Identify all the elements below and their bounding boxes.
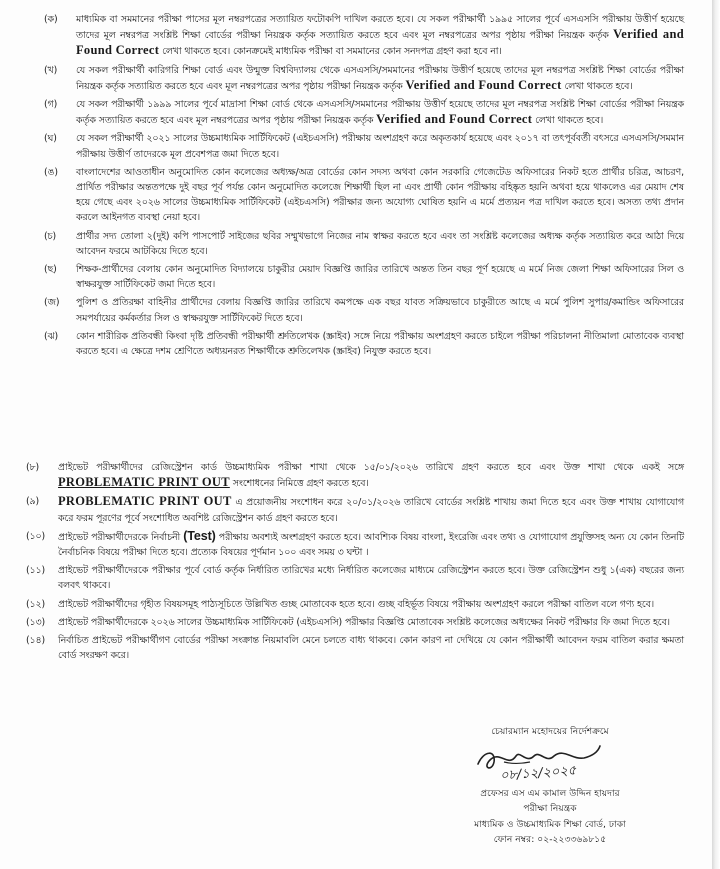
sub-item — [44, 12, 684, 60]
text-segment: প্রাইভেট পরীক্ষার্থীদেরকে ২০২৬ সালের উচ্চমাধ্যমিক সার্টিফিকেট (এইচএসসি) পরীক্ষার বিজ্ঞপ্তি মোতাবেক সংশ্লিষ্ট কলেজের অধ্যক্ষের নিকট পরীক্ষার ফি জমা দিতে হবে। — [58, 616, 670, 628]
emphasized-text: (Test) — [183, 528, 216, 543]
text-segment: যে সকল পরীক্ষার্থী ১৯৯৯ সালের পূর্বে মাদ্রাসা শিক্ষা বোর্ড থেকে এসএসসি/সমমানের পরীক্ষায় উত্তীর্ণ হয়েছে তাদের মূল নম্বরপত্র সংশ্লিষ্ট শিক্ষা বোর্ডের পরীক্ষা নিয়ন্ত্রক কর্তৃক সত্যায়িত করতে হবে এবং মূল নম্বরপত্রের অপর পৃষ্ঠায় পরীক্ষা নিয়ন্ত্রক কর্তৃক — [76, 99, 684, 127]
main-item — [26, 494, 684, 525]
emphasized-text: Verified and Found Correct — [76, 27, 684, 58]
item-text — [76, 262, 684, 292]
main-item — [26, 633, 684, 663]
text-segment: প্রার্থীর সদ্য তোলা ২(দুই) কপি পাসপোর্ট সাইজের ছবির সম্মুখভাগে নিজের নাম স্বাক্ষর করতে হবে এবং তা সংশ্লিষ্ট কলেজের অধ্যক্ষ কর্তৃক সত্যায়িত করে আঠা দিয়ে আবেদন ফরমে আটকিয়ে দিতে হবে। — [76, 230, 684, 257]
item-marker: (ছ) — [44, 264, 57, 276]
item-text — [58, 633, 684, 663]
text-segment: কোন শারীরিক প্রতিবন্ধী কিংবা দৃষ্টি প্রতিবন্ধী পরীক্ষার্থী শ্রুতিলেখক (স্ক্রাইব) সঙ্গে নিয়ে পরীক্ষায় অংশগ্রহণ করতে চাইলে পরীক্ষা পরিচালনা নীতিমালা মোতাবেক ব্যবস্থা করতে হবে। এ ক্ষেত্রে দশম শ্রেণিতে অধ্যয়নরত শিক্ষার্থীকে শ্রুতিলেখক (স্ক্রাইব) নিযুক্ত করতে হবে। — [76, 330, 684, 358]
text-segment: নির্বাচিত প্রাইভেট পরীক্ষার্থীগণ বোর্ডের পরীক্ষা সংক্রান্ত নিয়মাবলি মেনে চলতে বাধ্য থাকবে। কোন কারণ না দেখিয়ে যে কোন পরীক্ষার্থী আবেদন ফরম বাতিল করার ক্ষমতা বোর্ড সংরক্ষণ করে। — [58, 635, 684, 662]
text-segment: সংশোধনের নিমিত্তে গ্রহণ করতে হবে। — [229, 478, 369, 490]
sub-item — [44, 262, 684, 292]
item-text — [76, 63, 684, 94]
emphasized-text: Verified and Found Correct — [376, 112, 533, 127]
item-marker: (১২) — [26, 598, 46, 610]
sub-item — [44, 63, 684, 94]
sub-item — [44, 97, 684, 128]
item-marker: (১০) — [26, 530, 46, 542]
signatory-name: প্রফেসর এস এম কামাল উদ্দিন হায়দার — [480, 787, 620, 799]
main-item — [26, 597, 684, 612]
main-item-list — [26, 460, 684, 666]
organization-name: মাধ্যমিক ও উচ্চমাধ্যমিক শিক্ষা বোর্ড, ঢাকা — [474, 818, 626, 830]
item-text — [58, 563, 684, 593]
text-segment: প্রাইভেট পরীক্ষার্থীদেরকে পরীক্ষার পূর্বে বোর্ড কর্তৃক নির্ধারিত তারিখের মধ্যে নির্ধারিত কলেজের মাধ্যমে রেজিস্ট্রেশন করতে হবে। উক্ত রেজিস্ট্রেশন শুধু ১(এক) বছরের জন্য বলবৎ থাকবে। — [58, 565, 684, 592]
item-text — [76, 229, 684, 259]
item-text — [76, 165, 684, 226]
sub-item — [44, 131, 684, 161]
text-segment: পুলিশ ও প্রতিরক্ষা বাহিনীর প্রার্থীদের বেলায় বিজ্ঞপ্তি জারির তারিখে কমপক্ষে এক বছর যাবত সক্রিয়ভাবে চাকুরীতে আছে এ মর্মে পুলিশ সুপার/কমান্ডিং অফিসারের সমপর্যায়ের কর্মকর্তার সিল ও স্বাক্ষরযুক্ত সার্টিফিকেট দিতে হবে। — [76, 297, 684, 324]
phone-number: ফোন নম্বর: ০২-২২৩৩৬৯৮১৫ — [493, 834, 607, 845]
item-text — [58, 494, 684, 525]
emphasized-text: PROBLEMATIC PRINT OUT — [58, 475, 230, 490]
item-text — [76, 131, 684, 161]
item-marker: (১৩) — [26, 616, 46, 628]
item-marker: (৮) — [26, 462, 40, 473]
text-segment: লেখা থাকতে হবে। — [561, 80, 633, 92]
main-item — [26, 563, 684, 593]
item-text — [58, 615, 684, 630]
text-segment: যে সকল পরীক্ষার্থী ২০২১ সালের উচ্চমাধ্যমিক সার্টিফিকেট (এইচএসসি) পরীক্ষায় অংশগ্রহণ করে অকৃতকার্য হয়েছে এবং ২০১৭ বা তৎপূর্ববর্তী বৎসরে এসএসসি/সমমান পরীক্ষায় উত্তীর্ণ তাদেরকে মূল প্রবেশপত্র জমা দিতে হবে। — [76, 133, 684, 160]
item-marker: (৯) — [26, 496, 40, 508]
item-text — [58, 597, 684, 612]
item-marker: (ঙ) — [44, 166, 58, 178]
item-text — [58, 460, 684, 491]
text-segment: বাংলাদেশের আওতাধীন অনুমোদিত কোন কলেজের অধ্যক্ষ/অত্র বোর্ডের কোন সদস্য অথবা কোন সরকারি গেজেটেড অফিসারের নিকট হতে প্রার্থীর চরিত্র, আচরণ, প্রার্থিত পরীক্ষার অন্ততপক্ষে দুই বছর পূর্ব পর্যন্ত কোন অনুমোদিত কলেজে শিক্ষার্থী ছিল না এবং প্রার্থী কোন পরীক্ষায় বহিষ্কৃত হয়নি অথবা হয়ে থাকলেও এর মেয়াদ শেষ হয়ে গেছে এবং ২০২৬ সালের উচ্চমাধ্যমিক সার্টিফিকেট (এইচএসসি) পরীক্ষার জন্য অযোগ্য ঘোষিত হয়নি এ মর্মে প্রত্যয়ন পত্র দাখিল করতে হবে। অসত্য তথ্য প্রদান করলে আইনগত ব্যবস্থা নেয়া হবে। — [76, 166, 684, 224]
emphasized-text: Verified and Found Correct — [405, 77, 562, 92]
item-marker: (জ) — [44, 297, 60, 309]
text-segment: যে সকল পরীক্ষার্থী কারিগরি শিক্ষা বোর্ড এবং উন্মুক্ত বিশ্ববিদ্যালয় থেকে এসএসসি/সমমানের পরীক্ষায় উত্তীর্ণ হয়েছে তাদের মূল নম্বরপত্র সংশ্লিষ্ট শিক্ষা বোর্ডের পরীক্ষা নিয়ন্ত্রক কর্তৃক সত্যায়িত করতে হবে এবং মূল নম্বরপত্রের অপর পৃষ্ঠায় পরীক্ষা নিয়ন্ত্রক কর্তৃক — [76, 64, 684, 92]
text-segment: প্রাইভেট পরীক্ষার্থীদের রেজিস্ট্রেশন কার্ড উচ্চমাধ্যমিক পরীক্ষা শাখা থেকে ১৫/০১/২০২৬ তারিখে গ্রহণ করতে হবে এবং উক্ত শাখা থেকে একই সঙ্গে — [58, 462, 684, 473]
item-text — [58, 529, 684, 560]
sub-item — [44, 295, 684, 325]
item-marker: (ক) — [44, 14, 58, 25]
handwritten-date: ০৮/১২/২০২৫ — [499, 762, 577, 784]
item-marker: (ঝ) — [44, 330, 59, 342]
sub-item-list — [44, 12, 684, 362]
sub-item — [44, 329, 684, 359]
main-item — [26, 615, 684, 630]
text-segment: এ প্রয়োজনীয় সংশোধন করে ২০/০১/২০২৬ তারিখে বোর্ডের সংশ্লিষ্ট শাখায় জমা দিতে হবে এবং উক্ত শাখায় যোগাযোগ করে ফরম পূরণের পূর্বে সংশোধিত অবশিষ্ট রেজিস্ট্রেশন কার্ড গ্রহণ করতে হবে। — [58, 497, 684, 524]
item-marker: (চ) — [44, 230, 57, 242]
item-marker: (১১) — [26, 565, 46, 577]
item-text — [76, 329, 684, 359]
text-segment: শিক্ষক-প্রার্থীদের বেলায় কোন অনুমোদিত বিদ্যালয়ে চাকুরীর মেয়াদ বিজ্ঞপ্তি জারির তারিখে অন্তত তিন বছর পূর্ণ হয়েছে এ মর্মে নিজ জেলা শিক্ষা অফিসারের সিল ও স্বাক্ষরযুক্ত সার্টিফিকেট জমা দিতে হবে। — [76, 264, 684, 291]
item-marker: (১৪) — [26, 635, 46, 647]
main-item — [26, 460, 684, 491]
item-marker: (খ) — [44, 64, 58, 76]
signatory-designation: পরীক্ষা নিয়ন্ত্রক — [523, 803, 577, 814]
item-text — [76, 12, 684, 60]
signature-block — [430, 724, 670, 848]
text-segment: প্রাইভেট পরীক্ষার্থীদেরকে নির্বাচনী — [58, 531, 184, 543]
handwritten-signature — [430, 742, 670, 786]
item-marker: (ঘ) — [44, 133, 57, 145]
on-behalf-line: চেয়ারম্যান মহোদয়ের নির্দেশক্রমে — [491, 726, 609, 737]
item-text — [76, 97, 684, 128]
sub-item — [44, 165, 684, 226]
page-edge — [712, 0, 720, 869]
text-segment: প্রাইভেট পরীক্ষার্থীদের গৃহীত বিষয়সমূহ পাঠ্যসূচিতে উল্লিখিত গুচ্ছ মোতাবেক হতে হবে। গুচ্ছ বহির্ভূত বিষয়ে পরীক্ষায় অংশগ্রহণ করলে পরীক্ষা বাতিল বলে গণ্য হবে। — [58, 598, 654, 610]
text-segment: লেখা থাকতে হবে। কোনক্রমেই মাধ্যমিক পরীক্ষা বা সমমানের কোন সনদপত্র গ্রহণ করা হবে না। — [159, 46, 502, 58]
text-segment: পরীক্ষায় অবশ্যই অংশগ্রহণ করতে হবে। আবশ্যিক বিষয় বাংলা, ইংরেজি এবং তথ্য ও যোগাযোগ প্রযুক্তিসহ অন্য যে কোন তিনটি নৈর্বাচনিক বিষয়ে পরীক্ষা দিতে হবে। প্রত্যেক বিষয়ের পূর্ণমান ১০০ এবং সময় ৩ ঘন্টা । — [58, 531, 684, 559]
text-segment: লেখা থাকতে হবে। — [532, 115, 604, 127]
item-text — [76, 295, 684, 325]
item-marker: (গ) — [44, 99, 58, 111]
sub-item — [44, 229, 684, 259]
emphasized-text: PROBLEMATIC PRINT OUT — [58, 494, 232, 509]
main-item — [26, 529, 684, 560]
text-segment: মাধ্যমিক বা সমমানের পরীক্ষা পাসের মূল নম্বরপত্রের সত্যায়িত ফটোকপি দাখিল করতে হবে। যে সকল পরীক্ষার্থী ১৯৯৫ সালের পূর্বে এসএসসি পরীক্ষায় উত্তীর্ণ হয়েছে তাদের মূল নম্বরপত্র সংশ্লিষ্ট শিক্ষা বোর্ডের পরীক্ষা নিয়ন্ত্রক কর্তৃক সত্যায়িত করতে হবে এবং মূল নম্বরপত্রের অপর পৃষ্ঠায় পরীক্ষা নিয়ন্ত্রক কর্তৃক — [76, 14, 684, 42]
